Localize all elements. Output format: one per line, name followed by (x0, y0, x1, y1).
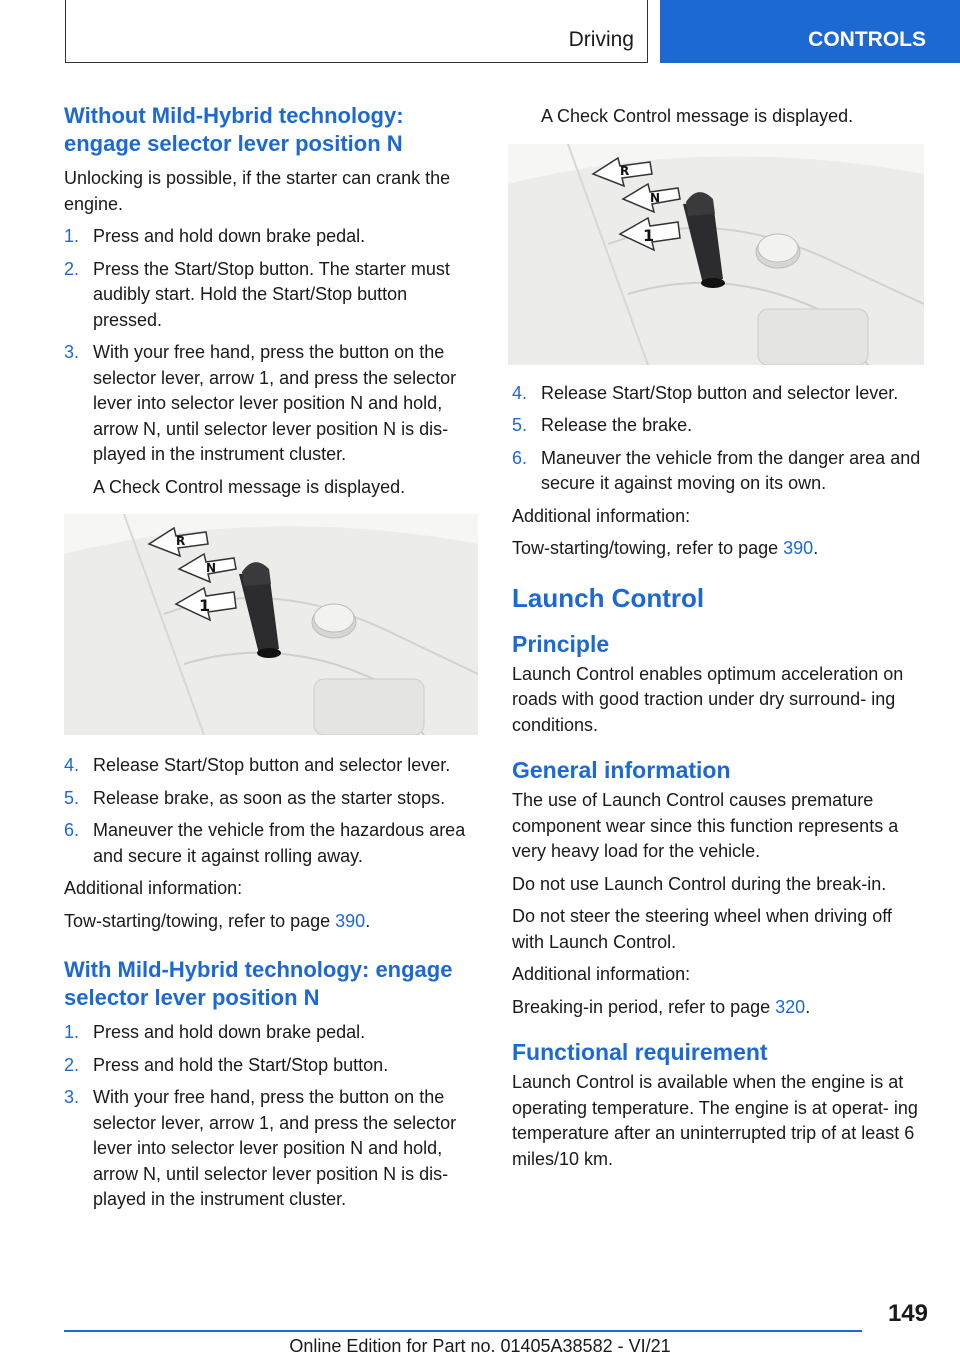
step-number: 1. (64, 1022, 80, 1042)
tow-reference: Tow-starting/towing, refer to page 390. (64, 910, 371, 931)
step-number: 6. (64, 820, 80, 840)
step-text: Press the Start/Stop button. The starter must audibly start. Hold the Start/Stop button pressed. (93, 258, 450, 330)
list-item (512, 446, 928, 497)
step-text: Maneuver the vehicle from the danger area and secure it against moving on its own. (541, 447, 921, 493)
header-tab (65, 0, 648, 63)
list-item (512, 381, 928, 407)
step-text: Release the brake. (541, 415, 693, 435)
list-item (64, 753, 478, 779)
step-text: Press and hold down brake pedal. (93, 1022, 366, 1042)
launch-control-title: Launch Control (512, 582, 705, 613)
arrow-label-n: N (206, 561, 217, 575)
step-text: Press and hold down brake pedal. (93, 226, 366, 246)
additional-info-label: Additional information: (512, 964, 691, 984)
breakin-reference: Breaking-in period, refer to page 320. (512, 996, 811, 1017)
list-item (64, 340, 478, 500)
breakin-page-link[interactable]: 320 (775, 996, 806, 1017)
step-text: With your free hand, press the button on the selector lever, arrow 1, and press the selector lever into selector lever position N and hold, arrow N, until selector lever position N is dis‐ played in the instrument cluster. (93, 1087, 457, 1209)
general-info-text-1: The use of Launch Control causes premature component wear since this function represents a very heavy load for the vehicle. (512, 790, 899, 861)
header-chapter-title: CONTROLS (660, 0, 960, 63)
functional-requirement-text: Launch Control is available when the engine is at operating temperature. The engine is at operat‐ ing temperature after an uninterrupted trip of at least 6 miles/10 km. (512, 1072, 918, 1169)
step-text: Release Start/Stop button and selector lever. (541, 382, 899, 403)
footer-divider (64, 1330, 862, 1332)
step-number: 3. (64, 342, 80, 362)
step-text: Press and hold the Start/Stop button. (93, 1054, 389, 1075)
tow-reference: Tow-starting/towing, refer to page 390. (512, 538, 819, 558)
arrow-label-r: R (176, 534, 186, 548)
principle-text: Launch Control enables optimum acceleration on roads with good traction under dry surround‐ ing conditions. (512, 663, 904, 735)
heading-without-mild-hybrid: Without Mild-Hybrid technology: engage selector lever position N (64, 103, 404, 156)
steps-list-4 (512, 381, 928, 497)
list-item (64, 1053, 478, 1079)
tow-reference-text: Tow-starting/towing, refer to page (64, 910, 336, 931)
step-number: 5. (64, 787, 80, 808)
step-number: 6. (512, 447, 528, 468)
step-number: 5. (512, 415, 528, 435)
step-number: 4. (512, 382, 528, 403)
general-info-text-3: Do not steer the steering wheel when driving off with Launch Control. (512, 906, 892, 952)
page-number: 149 (887, 1300, 928, 1327)
principle-title: Principle (512, 630, 610, 657)
left-column (64, 96, 478, 1220)
list-item (512, 413, 928, 439)
list-item (64, 257, 478, 334)
step-text: Release Start/Stop button and selector lever. (93, 755, 451, 775)
selector-lever-drawing-2 (508, 144, 924, 365)
step-number: 4. (64, 755, 80, 775)
arrow-label-1: 1 (199, 596, 211, 615)
steps-list-2 (64, 753, 478, 869)
list-item (64, 786, 478, 812)
list-item (64, 818, 478, 869)
footer-edition: Online Edition for Part no. 01405A38582 - VI/21 (289, 1336, 671, 1356)
header-section-title: Driving (568, 28, 634, 51)
step-number: 1. (64, 226, 80, 246)
right-column (512, 96, 928, 1179)
list-item (64, 1020, 478, 1046)
step-text: Release brake, as soon as the starter stops. (93, 787, 446, 808)
heading-with-mild-hybrid: With Mild-Hybrid technology: engage selector lever position N (64, 957, 453, 1010)
steps-list-1 (64, 224, 478, 500)
step-number: 2. (64, 258, 80, 279)
step-continuation: A Check Control message is displayed. (93, 476, 406, 497)
selector-lever-illustration (64, 514, 478, 735)
list-item (64, 1085, 478, 1213)
check-control-text: A Check Control message is displayed. (541, 106, 854, 126)
functional-requirement-title: Functional requirement (512, 1039, 768, 1065)
selector-lever-illustration-2 (508, 144, 924, 365)
arrow-label-n: N (650, 190, 661, 205)
list-item (64, 224, 478, 250)
arrow-label-1: 1 (643, 225, 655, 245)
tow-page-link[interactable]: 390 (335, 910, 366, 931)
arrow-label-r: R (620, 163, 630, 178)
selector-lever-drawing (64, 514, 478, 735)
additional-info-label: Additional information: (64, 878, 243, 898)
additional-info-label: Additional information: (512, 505, 691, 526)
intro-text: Unlocking is possible, if the starter can crank the engine. (64, 168, 451, 214)
breakin-reference-text: Breaking-in period, refer to page (512, 996, 776, 1017)
general-info-text-2: Do not use Launch Control during the break-in. (512, 873, 887, 894)
step-text: With your free hand, press the button on the selector lever, arrow 1, and press the selector lever into selector lever position N and hold, arrow N, until selector lever position N is dis‐ played in the instrument cluster. (93, 342, 457, 464)
general-info-title: General information (512, 757, 731, 783)
steps-list-3 (64, 1020, 478, 1213)
step-number: 2. (64, 1054, 80, 1075)
tow-page-link[interactable]: 390 (783, 538, 814, 558)
step-text: Maneuver the vehicle from the hazardous area and secure it against rolling away. (93, 820, 466, 866)
tow-reference-text: Tow-starting/towing, refer to page (512, 538, 784, 558)
step-number: 3. (64, 1087, 80, 1107)
